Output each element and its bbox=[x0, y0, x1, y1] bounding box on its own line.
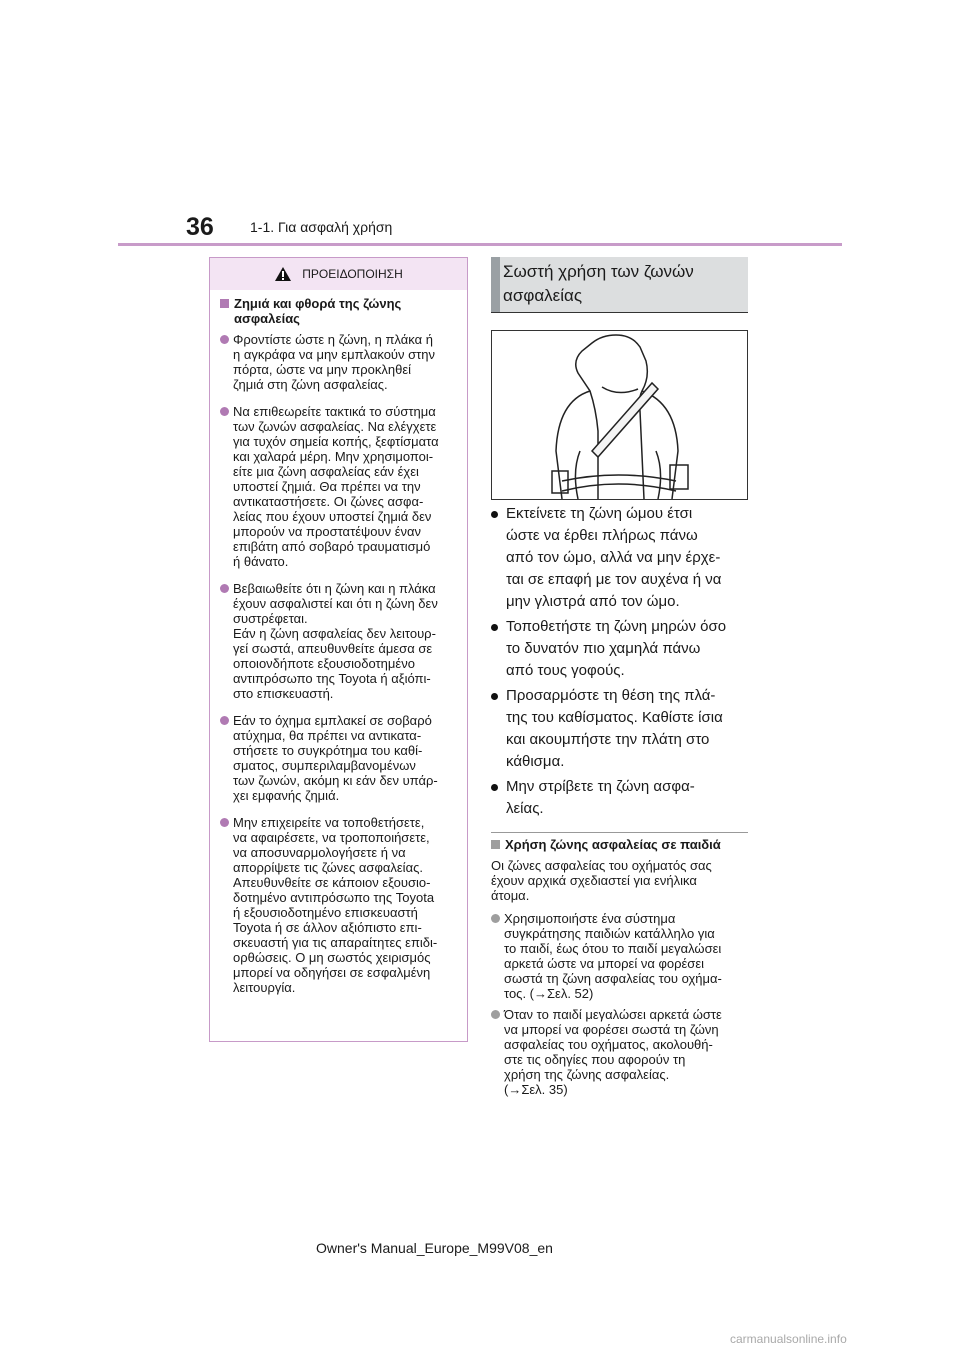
dot-bullet-icon bbox=[491, 511, 498, 518]
warning-triangle-icon bbox=[274, 266, 292, 282]
dot-bullet-icon bbox=[491, 784, 498, 791]
dot-bullet-icon bbox=[220, 335, 229, 344]
children-intro: Οι ζώνες ασφαλείας του οχήματός σας έχουν αρχικά σχεδιαστεί για ενήλικα άτομα. bbox=[491, 858, 712, 903]
seatbelt-drawing-icon bbox=[492, 331, 747, 499]
warning-body bbox=[210, 290, 467, 995]
dot-bullet-icon bbox=[491, 1010, 500, 1019]
children-heading: Χρήση ζώνης ασφαλείας σε παιδιά bbox=[491, 837, 753, 852]
dot-bullet-icon bbox=[491, 914, 500, 923]
warning-bullet: Εάν το όχημα εμπλακεί σε σοβαρό ατύχημα, θα πρέπει να αντικατα- στήσετε το συγκρότημα του καθί- σματος, συμπεριλαμβανομένων των ζωνών, ακόμη κι εάν δεν υπάρ- χει εμφανής ζημιά. bbox=[220, 713, 455, 803]
heading-bar bbox=[491, 257, 500, 312]
warning-box bbox=[209, 257, 468, 1042]
square-bullet-icon bbox=[491, 840, 500, 849]
children-bullet: Χρησιμοποιήστε ένα σύστημα συγκράτησης παιδιών κατάλληλο για το παιδί, έως ότου το παιδί μεγαλώσει αρκετά ώστε να μπορεί να φορέσει σωστά τη ζώνη ασφαλείας του οχήμα- τος. (→Σελ. 52) bbox=[491, 911, 753, 1001]
dot-bullet-icon bbox=[220, 716, 229, 725]
header-rule bbox=[118, 243, 842, 246]
warning-bullet: Να επιθεωρείτε τακτικά το σύστημα των ζωνών ασφαλείας. Να ελέγχετε για τυχόν σημεία κοπής, ξεφτίσματα και χαλαρά μέρη. Μην χρησιμοποι- είτε μια ζώνη ασφαλείας εάν έχει υποστεί ζημιά. Θα πρέπει να την αντικαταστήσετε. Οι ζώνες ασφα- λείας που έχουν υποστεί ζημιά δεν μπορούν να προστατέψουν έναν επιβάτη από σοβαρό τραυματισμό ή θάνατο. bbox=[220, 404, 455, 569]
warning-bullet: Φροντίστε ώστε η ζώνη, η πλάκα ή η αγκράφα να μην εμπλακούν στην πόρτα, ώστε να μην προκληθεί ζημιά στη ζώνη ασφαλείας. bbox=[220, 332, 455, 392]
list-item: Εκτείνετε τη ζώνη ώμου έτσι ώστε να έρθει πλήρως πάνω από τον ώμο, αλλά να μην έρχε- ται σε επαφή με τον αυχένα ή να μην γλιστρά από τον ώμο. bbox=[491, 503, 761, 613]
square-bullet-icon bbox=[220, 299, 229, 308]
list-item: Μην στρίβετε τη ζώνη ασφα- λείας. bbox=[491, 776, 761, 820]
warning-subheading: Ζημιά και φθορά της ζώνης ασφαλείας bbox=[220, 296, 455, 326]
children-section bbox=[491, 837, 753, 1103]
dot-bullet-icon bbox=[220, 818, 229, 827]
warning-bullet: Βεβαιωθείτε ότι η ζώνη και η πλάκα έχουν ασφαλιστεί και ότι η ζώνη δεν συστρέφεται. Εάν η ζώνη ασφαλείας δεν λειτουρ- γεί σωστά, απευθυνθείτε άμεσα σε οποιονδήποτε εξουσιοδοτημένο αντιπρόσωπο της Toyota ή αξιόπι- στο επισκευαστή. bbox=[220, 581, 455, 701]
children-bullet: Όταν το παιδί μεγαλώσει αρκετά ώστε να μπορεί να φορέσει σωστά τη ζώνη ασφαλείας του οχήματος, ακολουθή- στε τις οδηγίες που αφορούν τη χρήση της ζώνης ασφαλείας. (→Σελ. 35) bbox=[491, 1007, 753, 1097]
watermark: carmanualsonline.info bbox=[730, 1332, 847, 1346]
section-heading: Σωστή χρήση των ζωνών ασφαλείας bbox=[491, 257, 748, 312]
warning-bullet: Μην επιχειρείτε να τοποθετήσετε, να αφαιρέσετε, να τροποποιήσετε, να αποσυναρμολογήσετε ή να απορρίψετε τις ζώνες ασφαλείας. Απευθυνθείτε σε κάποιον εξουσιο- δοτημένο αντιπρόσωπο της Toyota ή εξουσιοδοτημένο επισκευαστή Toyota ή σε άλλον αξιόπιστο επι- σκευαστή για τις απαραίτητες επιδι- ορθώσεις. Ο μη σωστός χειρισμός μπορεί να οδηγήσει σε εσφαλμένη λειτουργία. bbox=[220, 815, 455, 995]
dot-bullet-icon bbox=[491, 693, 498, 700]
heading-rule bbox=[491, 312, 748, 313]
list-item: Τοποθετήστε τη ζώνη μηρών όσο το δυνατόν πιο χαμηλά πάνω από τους γοφούς. bbox=[491, 616, 761, 682]
seatbelt-illustration bbox=[491, 330, 748, 500]
dot-bullet-icon bbox=[220, 584, 229, 593]
warning-header bbox=[210, 258, 467, 290]
footer-text: Owner's Manual_Europe_M99V08_en bbox=[316, 1240, 553, 1256]
section-title: 1-1. Για ασφαλή χρήση bbox=[250, 219, 393, 235]
warning-title: ΠΡΟΕΙΔΟΠΟΙΗΣΗ bbox=[302, 267, 403, 281]
dot-bullet-icon bbox=[220, 407, 229, 416]
list-item: Προσαρμόστε τη θέση της πλά- της του καθίσματος. Καθίστε ίσια και ακουμπήστε την πλάτη στο κάθισμα. bbox=[491, 685, 761, 773]
usage-instructions bbox=[491, 503, 761, 823]
subsection-rule bbox=[491, 832, 748, 833]
dot-bullet-icon bbox=[491, 624, 498, 631]
page-number: 36 bbox=[186, 213, 214, 241]
